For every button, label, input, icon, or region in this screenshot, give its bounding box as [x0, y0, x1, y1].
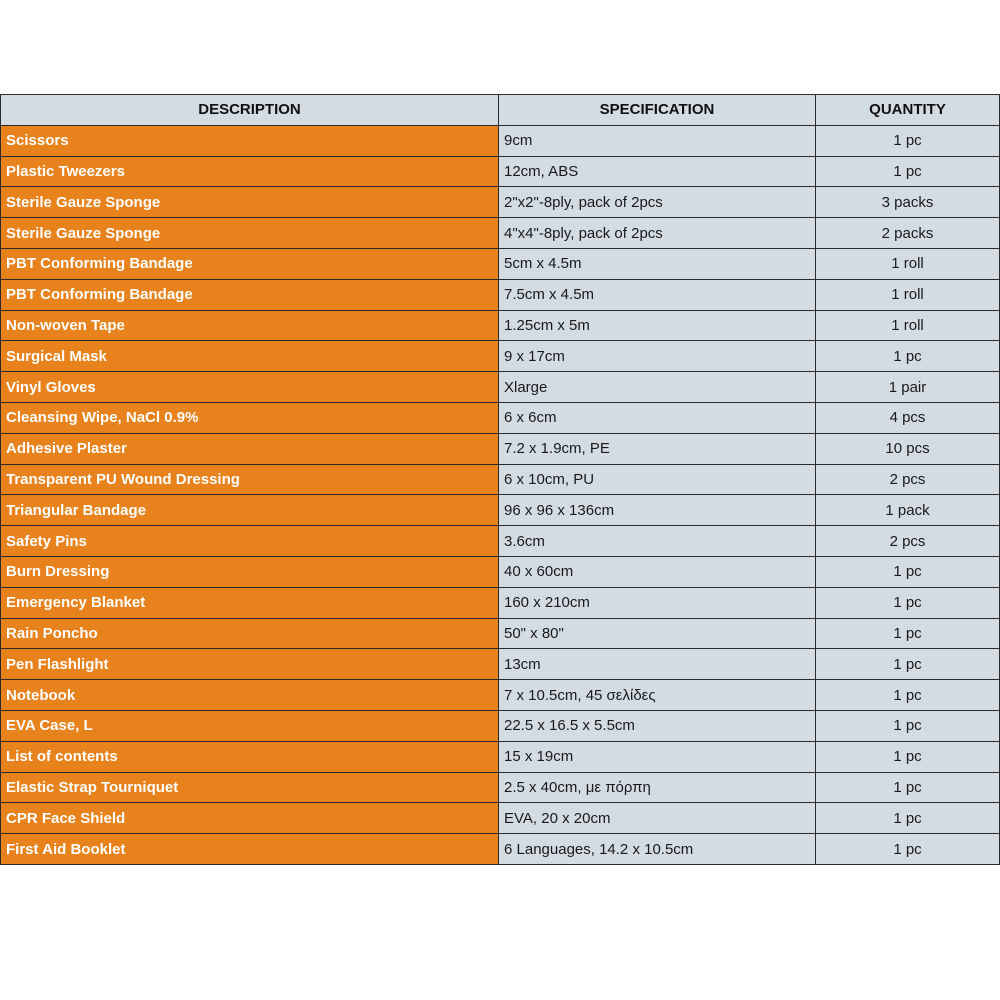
table-row [1, 402, 1000, 433]
cell-description: Burn Dressing [1, 556, 499, 587]
cell-description: First Aid Booklet [1, 834, 499, 865]
cell-quantity: 1 pc [816, 587, 1000, 618]
table-row [1, 218, 1000, 249]
table-row [1, 156, 1000, 187]
cell-quantity: 1 pc [816, 772, 1000, 803]
header-quantity: QUANTITY [816, 95, 1000, 126]
cell-quantity: 1 pc [816, 125, 1000, 156]
cell-description: Non-woven Tape [1, 310, 499, 341]
cell-specification: 22.5 x 16.5 x 5.5cm [499, 710, 816, 741]
cell-quantity: 2 pcs [816, 526, 1000, 557]
table-row [1, 310, 1000, 341]
cell-description: Emergency Blanket [1, 587, 499, 618]
table-row [1, 710, 1000, 741]
table-row [1, 772, 1000, 803]
cell-quantity: 1 pc [816, 710, 1000, 741]
table-row [1, 803, 1000, 834]
cell-specification: 160 x 210cm [499, 587, 816, 618]
table-row [1, 372, 1000, 403]
cell-description: PBT Conforming Bandage [1, 248, 499, 279]
cell-description: Rain Poncho [1, 618, 499, 649]
table-row [1, 125, 1000, 156]
cell-description: Transparent PU Wound Dressing [1, 464, 499, 495]
contents-table [0, 94, 1000, 865]
cell-quantity: 1 pc [816, 834, 1000, 865]
cell-specification: 6 Languages, 14.2 x 10.5cm [499, 834, 816, 865]
cell-quantity: 1 roll [816, 248, 1000, 279]
cell-specification: 12cm, ABS [499, 156, 816, 187]
cell-quantity: 1 roll [816, 310, 1000, 341]
table-header [1, 95, 1000, 126]
table-row [1, 834, 1000, 865]
cell-description: Sterile Gauze Sponge [1, 218, 499, 249]
cell-description: Elastic Strap Tourniquet [1, 772, 499, 803]
table-row [1, 649, 1000, 680]
cell-specification: 9 x 17cm [499, 341, 816, 372]
table-row [1, 187, 1000, 218]
table-row [1, 618, 1000, 649]
table-row [1, 464, 1000, 495]
cell-description: Vinyl Gloves [1, 372, 499, 403]
cell-specification: 7 x 10.5cm, 45 σελίδες [499, 680, 816, 711]
cell-quantity: 1 pc [816, 649, 1000, 680]
table-row [1, 433, 1000, 464]
cell-description: Scissors [1, 125, 499, 156]
cell-specification: 4"x4"-8ply, pack of 2pcs [499, 218, 816, 249]
cell-description: Plastic Tweezers [1, 156, 499, 187]
cell-specification: 2.5 x 40cm, με πόρπη [499, 772, 816, 803]
cell-description: Surgical Mask [1, 341, 499, 372]
cell-specification: EVA, 20 x 20cm [499, 803, 816, 834]
cell-quantity: 1 pc [816, 156, 1000, 187]
cell-quantity: 1 pc [816, 803, 1000, 834]
cell-specification: 5cm x 4.5m [499, 248, 816, 279]
cell-specification: 6 x 10cm, PU [499, 464, 816, 495]
cell-specification: 15 x 19cm [499, 741, 816, 772]
cell-quantity: 1 pack [816, 495, 1000, 526]
cell-quantity: 1 pc [816, 680, 1000, 711]
cell-quantity: 1 pc [816, 556, 1000, 587]
cell-quantity: 1 pc [816, 341, 1000, 372]
cell-quantity: 2 pcs [816, 464, 1000, 495]
header-row [1, 95, 1000, 126]
cell-description: Adhesive Plaster [1, 433, 499, 464]
cell-quantity: 4 pcs [816, 402, 1000, 433]
cell-specification: 7.2 x 1.9cm, PE [499, 433, 816, 464]
table-row [1, 279, 1000, 310]
cell-description: List of contents [1, 741, 499, 772]
cell-description: Cleansing Wipe, NaCl 0.9% [1, 402, 499, 433]
cell-specification: 50" x 80" [499, 618, 816, 649]
header-description: DESCRIPTION [1, 95, 499, 126]
cell-specification: 13cm [499, 649, 816, 680]
header-specification: SPECIFICATION [499, 95, 816, 126]
cell-quantity: 2 packs [816, 218, 1000, 249]
cell-description: Pen Flashlight [1, 649, 499, 680]
table-row [1, 741, 1000, 772]
cell-quantity: 1 roll [816, 279, 1000, 310]
cell-description: Triangular Bandage [1, 495, 499, 526]
cell-specification: Xlarge [499, 372, 816, 403]
cell-specification: 1.25cm x 5m [499, 310, 816, 341]
cell-specification: 96 x 96 x 136cm [499, 495, 816, 526]
table-row [1, 587, 1000, 618]
table-row [1, 556, 1000, 587]
cell-quantity: 10 pcs [816, 433, 1000, 464]
cell-specification: 6 x 6cm [499, 402, 816, 433]
cell-quantity: 1 pc [816, 741, 1000, 772]
table-row [1, 495, 1000, 526]
table-row [1, 680, 1000, 711]
cell-quantity: 1 pair [816, 372, 1000, 403]
cell-quantity: 3 packs [816, 187, 1000, 218]
cell-description: EVA Case, L [1, 710, 499, 741]
cell-specification: 2"x2"-8ply, pack of 2pcs [499, 187, 816, 218]
table-row [1, 341, 1000, 372]
table-row [1, 526, 1000, 557]
cell-specification: 7.5cm x 4.5m [499, 279, 816, 310]
cell-quantity: 1 pc [816, 618, 1000, 649]
cell-specification: 40 x 60cm [499, 556, 816, 587]
cell-description: Sterile Gauze Sponge [1, 187, 499, 218]
cell-description: PBT Conforming Bandage [1, 279, 499, 310]
cell-specification: 9cm [499, 125, 816, 156]
table-row [1, 248, 1000, 279]
cell-description: Notebook [1, 680, 499, 711]
cell-description: CPR Face Shield [1, 803, 499, 834]
cell-description: Safety Pins [1, 526, 499, 557]
cell-specification: 3.6cm [499, 526, 816, 557]
table-body [1, 125, 1000, 864]
